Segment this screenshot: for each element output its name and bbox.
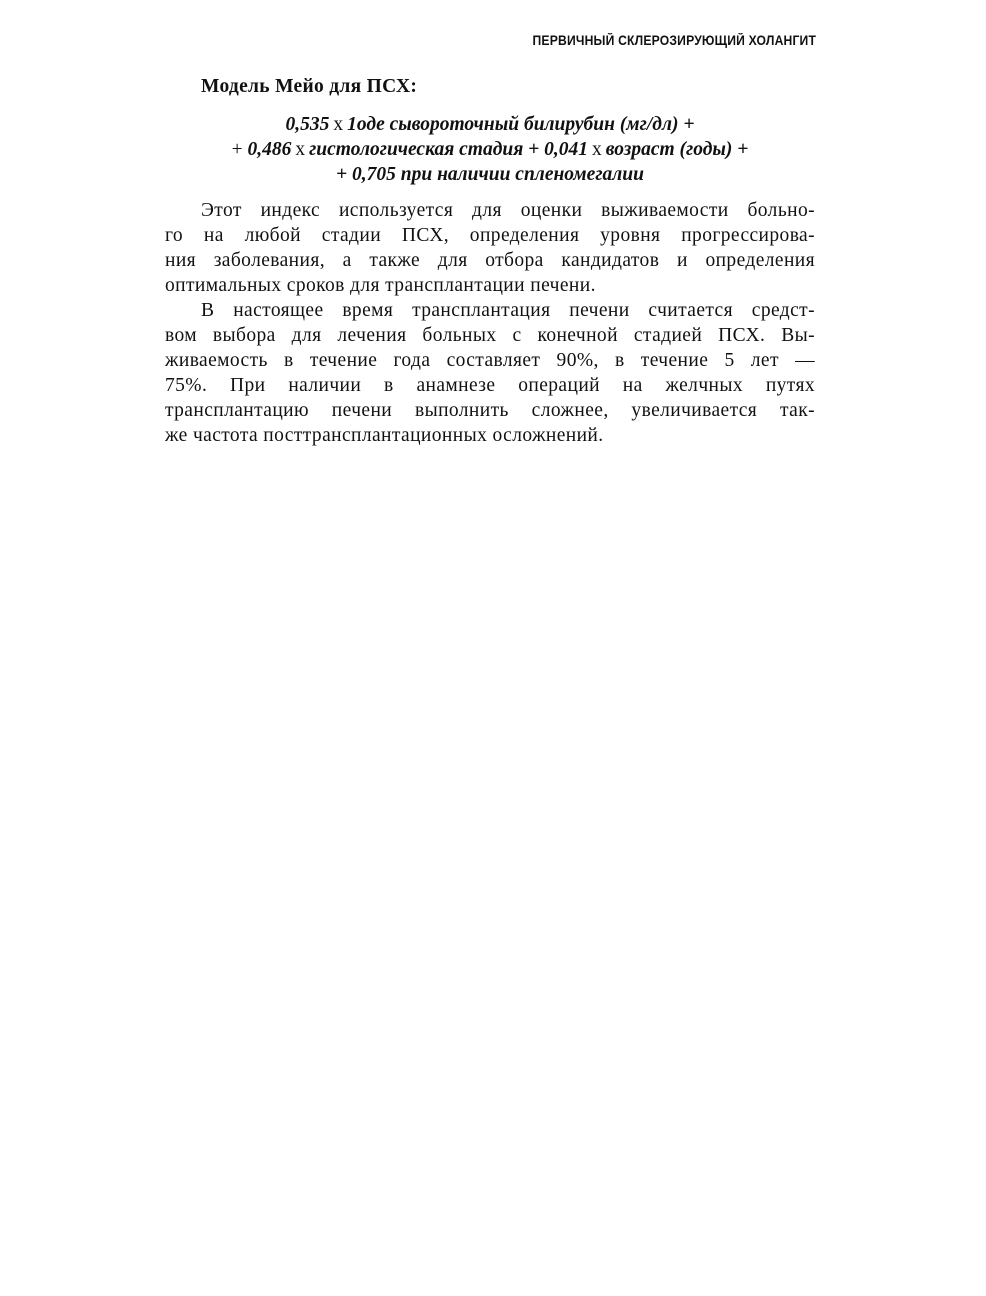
paragraph-line: оптимальных сроков для трансплантации печени. [165, 275, 596, 296]
multiply-sign: х [333, 114, 344, 135]
formula-coefficient-value: 0,486 [247, 139, 292, 160]
formula-line-2 [165, 137, 815, 162]
mayo-formula [165, 112, 815, 187]
formula-coefficient: 0,535 [285, 114, 330, 135]
paragraph-1 [165, 198, 815, 298]
section-title: Модель Мейо для ПСХ: [201, 76, 418, 97]
paragraph-line: вом выбора для лечения больных с конечной стадией ПСХ. Вы- [165, 325, 815, 346]
paragraph-line: же частота посттрансплантационных осложнений. [165, 425, 604, 446]
formula-line-1 [165, 112, 815, 137]
formula-term: гистологическая стадия + 0,041 [309, 139, 589, 160]
paragraph-line: Этот индекс используется для оценки выживаемости больно- [201, 200, 815, 221]
formula-coefficient: + 0,486 [231, 139, 292, 160]
running-head: ПЕРВИЧНЫЙ СКЛЕРОЗИРУЮЩИЙ ХОЛАНГИТ [532, 33, 816, 48]
paragraph-line: ния заболевания, а также для отбора кандидатов и определения [165, 250, 815, 271]
formula-line-3 [165, 162, 815, 187]
paragraph-line: 75%. При наличии в анамнезе операций на желчных путях [165, 375, 815, 396]
multiply-sign: х [295, 139, 306, 160]
formula-term: возраст (годы) + [605, 139, 749, 160]
page-content [165, 74, 815, 448]
paragraph-line: го на любой стадии ПСХ, определения уровня прогрессирова- [165, 225, 815, 246]
paragraph-line: В настоящее время трансплантация печени считается средст- [201, 300, 815, 321]
paragraph-line: трансплантацию печени выполнить сложнее, увеличивается так- [165, 400, 815, 421]
paragraph-line: живаемость в течение года составляет 90%, в течение 5 лет — [165, 350, 815, 371]
paragraph-2 [165, 298, 815, 448]
formula-term: 1оде сывороточный билирубин (мг/дл) + [347, 114, 695, 135]
formula-term: + 0,705 при наличии спленомегалии [336, 164, 644, 185]
multiply-sign: х [592, 139, 602, 160]
